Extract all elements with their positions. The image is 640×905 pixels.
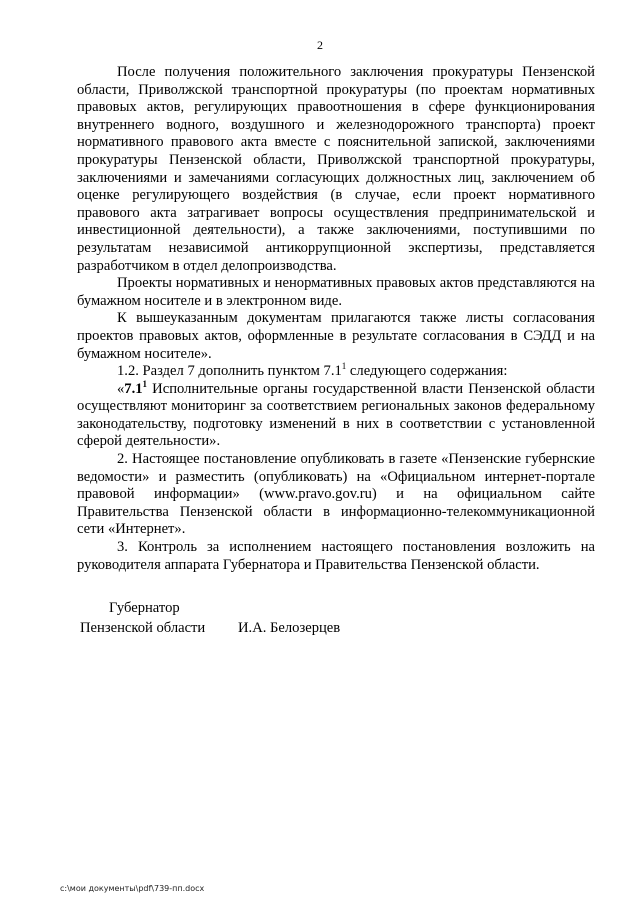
paragraph-publication: 2. Настоящее постановление опубликовать в газете «Пензенские губернские ведомости» и разместить (опубликовать) на «Официальном интернет-портале правовой информации» (www.pravo.gov.ru) и на официальном сайте Правительства Пензенской области в информационно-телекоммуникационной сети «Интернет». (77, 451, 595, 538)
amendment-text-end: следующего содержания: (346, 363, 508, 380)
open-quote: « (117, 380, 125, 397)
paragraph-clause-7-1 (77, 378, 595, 451)
signature-name: И.А. Белозерцев (238, 620, 341, 636)
footer-file-path: c:\мои документы\pdf\739-пп.docx (60, 884, 205, 893)
superscript: 1 (341, 361, 347, 372)
document-body (77, 64, 595, 574)
signature-title-line2: Пензенской области (80, 620, 206, 636)
paragraph-attachments: К вышеуказанным документам прилагаются также листы согласования проектов правовых актов, оформленные в результате согласования в СЭДД и на бумажном носителе». (77, 310, 595, 362)
signature-title-line1: Губернатор (109, 600, 180, 616)
page-number: 2 (317, 38, 323, 52)
paragraph-amendment-1-2 (77, 363, 595, 381)
clause-superscript: 1 (142, 378, 148, 389)
clause-number: 7.1 (124, 380, 143, 397)
paragraph-submission: После получения положительного заключения прокуратуры Пензенской области, Приволжской транспортной прокуратуры (по проектам нормативных правовых актов, регулирующих правоотношения в сфере функционирования внутреннего водного, воздушного и железнодорожного транспорта) проект нормативного правового акта вместе с пояснительной запиской, заключениями прокуратуры Пензенской области, Приволжской транспортной прокуратуры, заключениями и замечаниями согласующих должностных лиц, заключением об оценке регулирующего воздействия (в случае, если проект нормативного правового акта затрагивает вопросы осуществления предпринимательской и инвестиционной деятельности), а также заключениями, поступившими по результатам независимой антикоррупционной экспертизы, представляется разработчиком в отдел делопроизводства. (77, 64, 595, 274)
paragraph-control: 3. Контроль за исполнением настоящего постановления возложить на руководителя аппарата Губернатора и Правительства Пензенской области. (77, 539, 595, 573)
amendment-text-start: 1.2. Раздел 7 дополнить пунктом 7.1 (117, 363, 342, 380)
clause-text: Исполнительные органы государственной власти Пензенской области осуществляют мониторинг за соответствием региональных законов федеральному законодательству, подготовку изменений в них в соответствии с установленной сферой деятельности». (77, 380, 595, 450)
paragraph-formats: Проекты нормативных и ненормативных правовых актов представляются на бумажном носителе и в электронном виде. (77, 275, 595, 309)
